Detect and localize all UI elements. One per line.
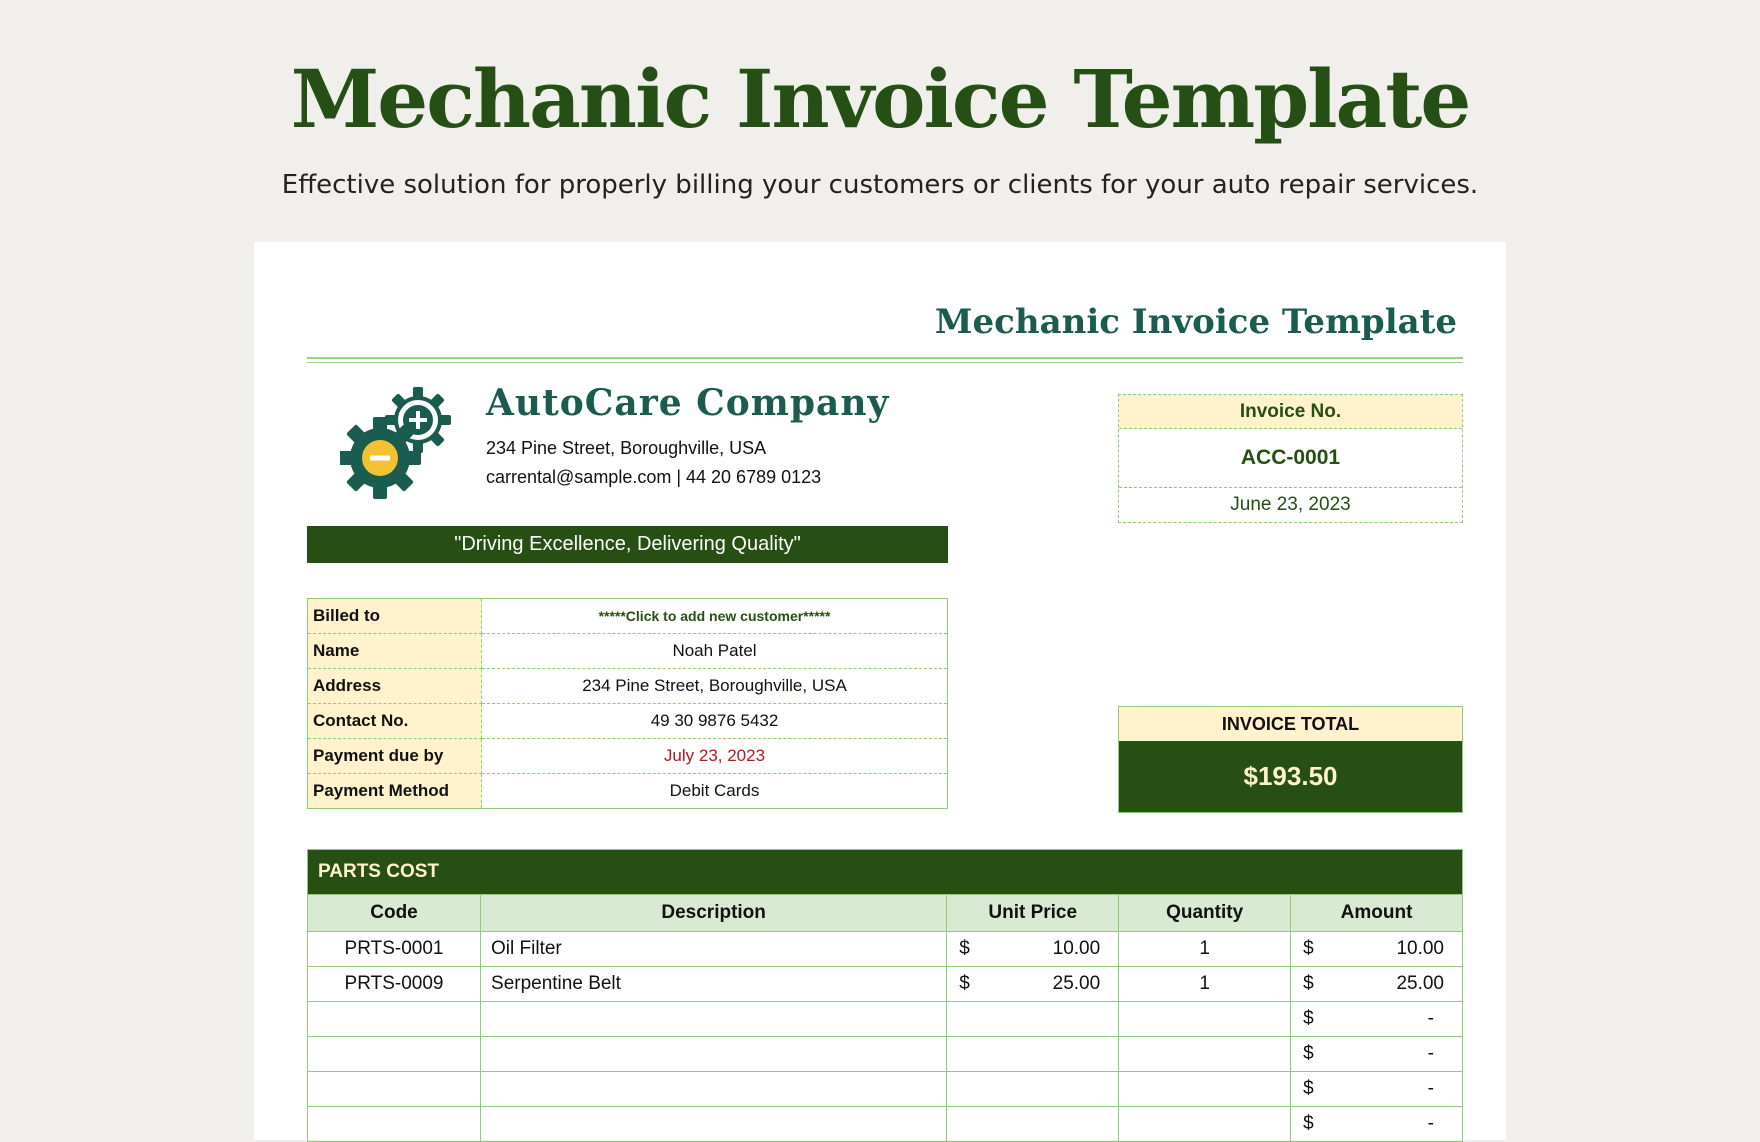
amount: - [1427, 1113, 1434, 1134]
table-row [308, 1002, 1463, 1037]
invoice-number-label: Invoice No. [1119, 395, 1462, 429]
amount-cell [1291, 1072, 1463, 1107]
unit-price: 10.00 [1052, 938, 1101, 959]
amount-cell [1291, 1002, 1463, 1037]
table-row [308, 932, 1463, 967]
currency-symbol: $ [959, 938, 970, 959]
add-customer-link[interactable]: *****Click to add new customer***** [482, 599, 948, 634]
invoice-total-amount: $193.50 [1119, 741, 1462, 812]
customer-address[interactable]: 234 Pine Street, Boroughville, USA [482, 669, 948, 704]
billing-row [308, 774, 948, 809]
unit-price: 25.00 [1052, 973, 1101, 994]
billing-row [308, 669, 948, 704]
currency-symbol: $ [1303, 938, 1314, 959]
part-description[interactable]: Serpentine Belt [481, 967, 947, 1002]
amount: 25.00 [1396, 973, 1444, 994]
unit-price-cell[interactable] [947, 1107, 1119, 1142]
quantity[interactable] [1119, 1072, 1291, 1107]
part-code[interactable]: PRTS-0001 [308, 932, 481, 967]
col-amount: Amount [1291, 895, 1463, 932]
part-code[interactable] [308, 1002, 481, 1037]
part-description[interactable] [481, 1037, 947, 1072]
invoice-sheet [254, 242, 1506, 1140]
amount: - [1427, 1008, 1434, 1029]
currency-symbol: $ [1303, 973, 1314, 994]
amount: 10.00 [1396, 938, 1444, 959]
payment-due-label: Payment due by [308, 739, 482, 774]
table-row [308, 967, 1463, 1002]
page-subtitle: Effective solution for properly billing your customers or clients for your auto repair services. [281, 170, 1479, 200]
part-code[interactable]: PRTS-0009 [308, 967, 481, 1002]
quantity[interactable]: 1 [1119, 932, 1291, 967]
currency-symbol: $ [1303, 1078, 1314, 1099]
part-description[interactable]: Oil Filter [481, 932, 947, 967]
unit-price-cell[interactable] [947, 1037, 1119, 1072]
part-code[interactable] [308, 1037, 481, 1072]
parts-cost-title: PARTS COST [308, 850, 1463, 895]
part-code[interactable] [308, 1072, 481, 1107]
part-code[interactable] [308, 1107, 481, 1142]
currency-symbol: $ [1303, 1043, 1314, 1064]
customer-name[interactable]: Noah Patel [482, 634, 948, 669]
quantity[interactable] [1119, 1037, 1291, 1072]
part-description[interactable] [481, 1072, 947, 1107]
page-title: Mechanic Invoice Template [290, 52, 1470, 146]
invoice-number[interactable]: ACC-0001 [1119, 429, 1462, 488]
part-description[interactable] [481, 1002, 947, 1037]
currency-symbol: $ [1303, 1113, 1314, 1134]
company-slogan: "Driving Excellence, Delivering Quality" [307, 526, 948, 563]
amount-cell [1291, 1107, 1463, 1142]
amount: - [1427, 1078, 1434, 1099]
col-code: Code [308, 895, 481, 932]
billing-row [308, 599, 948, 634]
parts-cost-table [307, 849, 1463, 1142]
customer-contact[interactable]: 49 30 9876 5432 [482, 704, 948, 739]
invoice-number-box [1118, 394, 1463, 523]
company-address: 234 Pine Street, Boroughville, USA [486, 438, 767, 458]
part-description[interactable] [481, 1107, 947, 1142]
gears-logo-icon [340, 380, 460, 500]
invoice-date[interactable]: June 23, 2023 [1230, 494, 1351, 515]
title-divider-thin [307, 362, 1463, 363]
billing-row [308, 739, 948, 774]
amount: - [1427, 1043, 1434, 1064]
company-name: AutoCare Company [486, 382, 890, 424]
amount-cell [1291, 932, 1463, 967]
unit-price-cell[interactable] [947, 1072, 1119, 1107]
billing-row [308, 634, 948, 669]
quantity[interactable]: 1 [1119, 967, 1291, 1002]
invoice-title: Mechanic Invoice Template [934, 302, 1457, 342]
unit-price-cell[interactable] [947, 932, 1119, 967]
table-row [308, 1072, 1463, 1107]
company-contact: carrental@sample.com | 44 20 6789 0123 [486, 467, 822, 487]
payment-due-date[interactable]: July 23, 2023 [482, 739, 948, 774]
amount-cell [1291, 967, 1463, 1002]
col-description: Description [481, 895, 947, 932]
unit-price-cell[interactable] [947, 967, 1119, 1002]
table-row [308, 1037, 1463, 1072]
quantity[interactable] [1119, 1002, 1291, 1037]
address-label: Address [308, 669, 482, 704]
amount-cell [1291, 1037, 1463, 1072]
unit-price-cell[interactable] [947, 1002, 1119, 1037]
name-label: Name [308, 634, 482, 669]
currency-symbol: $ [959, 973, 970, 994]
contact-label: Contact No. [308, 704, 482, 739]
invoice-total-label: INVOICE TOTAL [1119, 707, 1462, 741]
quantity[interactable] [1119, 1107, 1291, 1142]
billing-table [307, 598, 948, 809]
payment-method-label: Payment Method [308, 774, 482, 809]
payment-method[interactable]: Debit Cards [482, 774, 948, 809]
invoice-total-box [1118, 706, 1463, 813]
table-row [308, 1107, 1463, 1142]
col-quantity: Quantity [1119, 895, 1291, 932]
billed-to-label: Billed to [308, 599, 482, 634]
currency-symbol: $ [1303, 1008, 1314, 1029]
title-divider [307, 357, 1463, 359]
col-unit-price: Unit Price [947, 895, 1119, 932]
billing-row [308, 704, 948, 739]
